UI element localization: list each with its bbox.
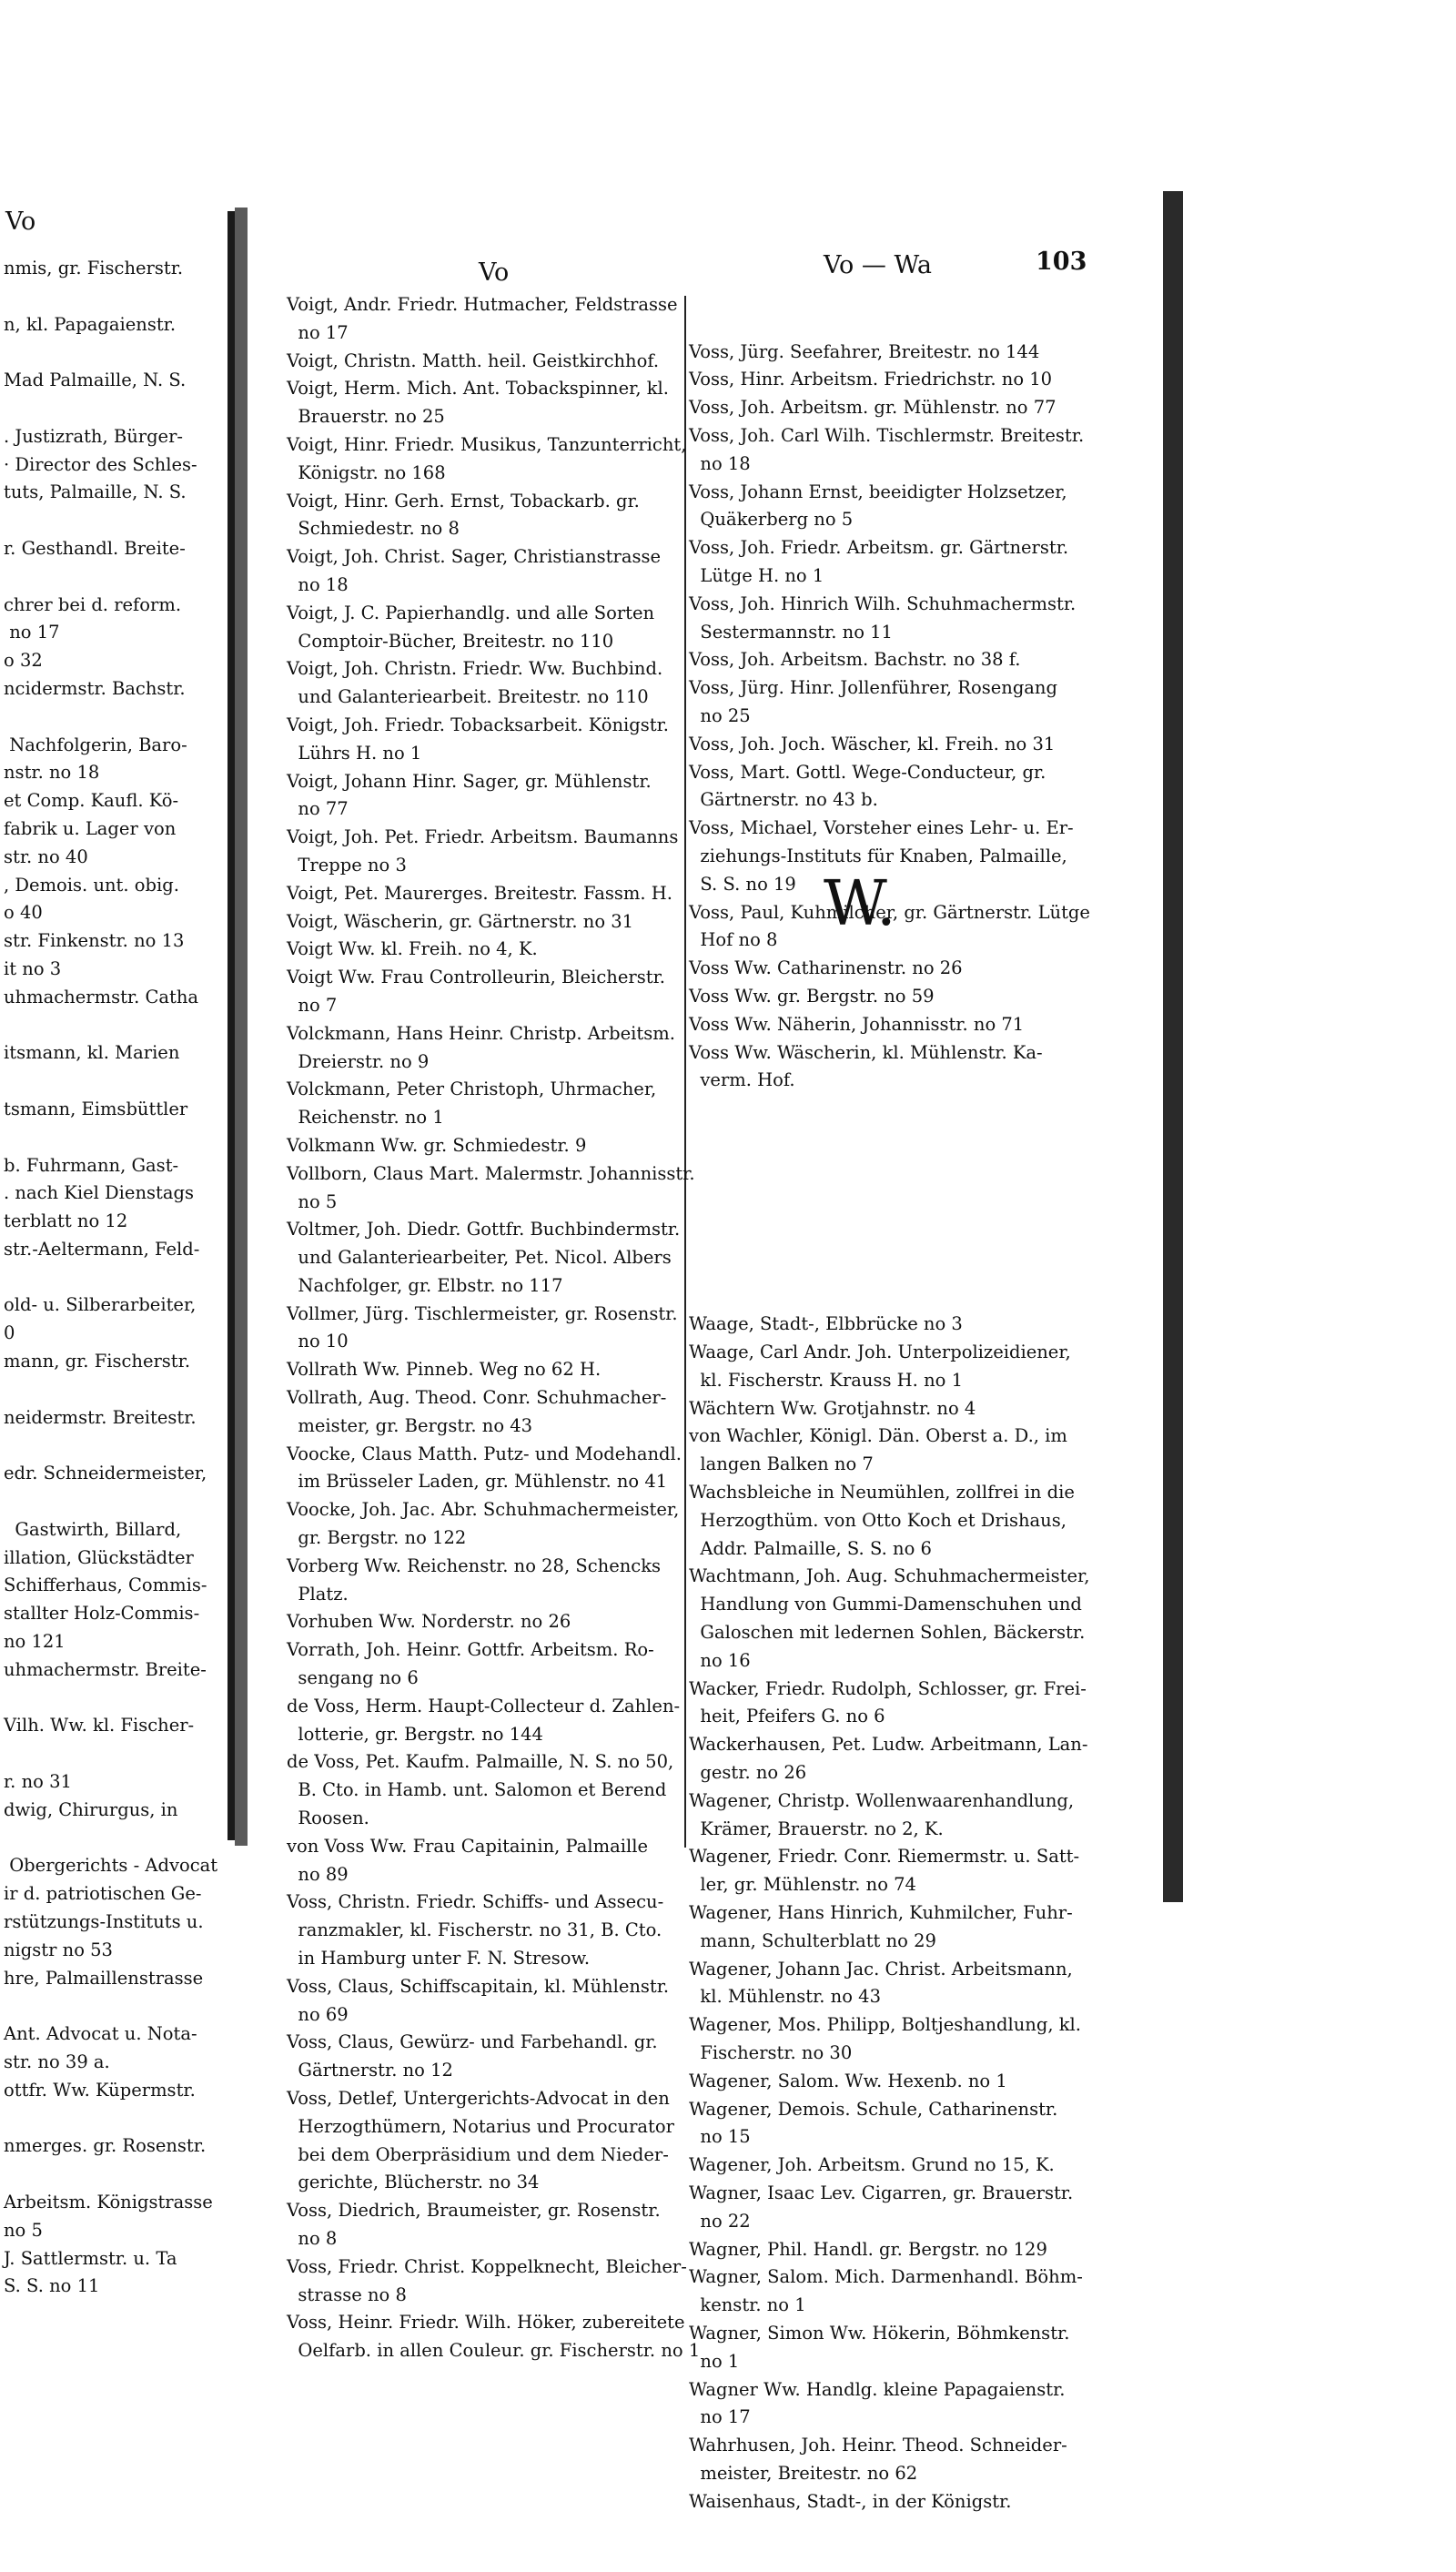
directory-entry-line: Voigt Ww. Frau Controlleurin, Bleicherstr. <box>287 967 665 988</box>
directory-line <box>4 1488 235 1516</box>
directory-line: b. Fuhrmann, Gast- <box>4 1154 179 1176</box>
directory-entry-line: Fischerstr. no 30 <box>689 2042 853 2064</box>
directory-entry-line: Krämer, Brauerstr. no 2, K. <box>689 1818 944 1839</box>
directory-entry-line: Roosen. <box>287 1807 369 1829</box>
directory-line: it no 3 <box>4 957 62 979</box>
directory-entry-line: Vorhuben Ww. Norderstr. no 26 <box>287 1611 571 1633</box>
directory-line: , Demois. unt. obig. <box>4 874 179 896</box>
directory-entry-line: Voss, Joh. Arbeitsm. Bachstr. no 38 f. <box>689 649 1021 671</box>
directory-entry-line: meister, Breitestr. no 62 <box>689 2462 918 2484</box>
directory-entry-line: Volckmann, Peter Christoph, Uhrmacher, <box>287 1078 657 1100</box>
directory-line: Nachfolgerin, Baro- <box>4 734 187 755</box>
directory-entry-line: Nachfolger, gr. Elbstr. no 117 <box>287 1274 563 1296</box>
right-column <box>689 282 1094 2572</box>
page-edge-shadow <box>1163 191 1183 1902</box>
directory-line: r. Gesthandl. Breite- <box>4 537 186 559</box>
directory-line: Schifferhaus, Commis- <box>4 1575 207 1596</box>
directory-entry-line: Wachtmann, Joh. Aug. Schuhmachermeister, <box>689 1565 1090 1587</box>
directory-entry-line: Voss, Johann Ernst, beeidigter Holzsetzer, <box>689 481 1067 502</box>
directory-entry-line: Voss, Detlef, Untergerichts-Advocat in den <box>287 2088 670 2109</box>
directory-line: n, kl. Papagaienstr. <box>4 313 177 335</box>
directory-entry-line: Königstr. no 168 <box>287 461 446 483</box>
directory-line: old- u. Silberarbeiter, <box>4 1294 197 1316</box>
directory-entry-line: Voigt, Hinr. Friedr. Musikus, Tanzunterricht, <box>287 433 687 455</box>
directory-entry-line: Voss, Mart. Gottl. Wege-Conducteur, gr. <box>689 761 1046 783</box>
directory-entry-line: no 69 <box>287 2003 349 2025</box>
directory-line <box>4 1432 235 1460</box>
directory-entry-line: no 77 <box>287 798 349 820</box>
section-gap <box>689 1151 1094 1255</box>
directory-entry-line: Wacker, Friedr. Rudolph, Schlosser, gr. Frei- <box>689 1677 1087 1699</box>
left-page-edge <box>228 211 235 1840</box>
directory-line: 0 <box>4 1322 15 1344</box>
running-header-center: Vo — Wa <box>824 251 932 279</box>
directory-entry-line: Voigt, Wäscherin, gr. Gärtnerstr. no 31 <box>287 910 634 932</box>
directory-entry-line: und Galanteriearbeiter, Pet. Nicol. Albers <box>287 1247 672 1269</box>
directory-entry-line: Wachsbleiche in Neumühlen, zollfrei in die <box>689 1482 1075 1504</box>
directory-line: chrer bei d. reform. <box>4 593 182 615</box>
directory-entry-line: kl. Mühlenstr. no 43 <box>689 1986 881 2008</box>
directory-line <box>4 1012 235 1040</box>
directory-line: mann, gr. Fischerstr. <box>4 1351 191 1372</box>
directory-entry-line: Handlung von Gummi-Damenschuhen und <box>689 1594 1082 1615</box>
directory-entry-line: Voss, Paul, Kuhmilcher, gr. Gärtnerstr. Lütge <box>689 901 1090 923</box>
directory-entry-line: Voocke, Claus Matth. Putz- und Modehandl. <box>287 1443 682 1464</box>
directory-line: . Justizrath, Bürger- <box>4 425 184 447</box>
directory-entry-line: Voigt, Johann Hinr. Sager, gr. Mühlenstr. <box>287 770 652 792</box>
directory-line <box>4 1124 235 1152</box>
directory-entry-line: Herzogthüm. von Otto Koch et Drishaus, <box>689 1509 1067 1531</box>
directory-line: nmerges. gr. Rosenstr. <box>4 2135 207 2157</box>
directory-entry-line: Wagner, Phil. Handl. gr. Bergstr. no 129 <box>689 2238 1047 2260</box>
directory-entry-line: no 17 <box>287 321 349 343</box>
directory-entry-line: Voigt, Pet. Maurerges. Breitestr. Fassm. H. <box>287 882 672 904</box>
directory-entry-line: ziehungs-Instituts für Knaben, Palmaille, <box>689 845 1067 866</box>
directory-entry-line: Volckmann, Hans Heinr. Christp. Arbeitsm. <box>287 1022 675 1044</box>
directory-entry-line: Reichenstr. no 1 <box>287 1107 444 1129</box>
directory-line <box>4 1740 235 1768</box>
directory-entry-line: Voigt, Christn. Matth. heil. Geistkirchhof. <box>287 349 660 371</box>
directory-entry-line: langen Balken no 7 <box>689 1453 874 1475</box>
running-header-left: Vo <box>479 258 510 287</box>
directory-entry-line: no 5 <box>287 1190 338 1212</box>
directory-entry-line: Voigt, J. C. Papierhandlg. und alle Sorten <box>287 602 655 623</box>
directory-line: nmis, gr. Fischerstr. <box>4 258 184 278</box>
directory-entry-line: mann, Schulterblatt no 29 <box>689 1929 936 1951</box>
directory-entry-line: Galoschen mit ledernen Sohlen, Bäckerstr. <box>689 1622 1086 1644</box>
directory-entry-line: no 18 <box>287 573 349 595</box>
directory-entry-line: Hof no 8 <box>689 929 778 951</box>
directory-entry-line: im Brüsseler Laden, gr. Mühlenstr. no 41 <box>287 1471 668 1493</box>
directory-line: J. Sattlermstr. u. Ta <box>4 2247 177 2269</box>
directory-entry-line: Schmiedestr. no 8 <box>287 518 460 540</box>
directory-entry-line: Voigt, Joh. Christn. Friedr. Ww. Buchbind. <box>287 658 663 680</box>
directory-line: no 5 <box>4 2219 43 2241</box>
directory-entry-line: Voss Ww. gr. Bergstr. no 59 <box>689 985 935 1007</box>
directory-entry-line: heit, Pfeifers G. no 6 <box>689 1706 885 1727</box>
directory-line <box>4 563 235 592</box>
directory-entry-line: no 25 <box>689 704 751 726</box>
directory-entry-line: Voocke, Joh. Jac. Abr. Schuhmachermeister, <box>287 1499 680 1521</box>
directory-entry-line: Wagener, Mos. Philipp, Boltjeshandlung, kl. <box>689 2014 1081 2036</box>
directory-entry-line: Voltmer, Joh. Diedr. Gottfr. Buchbindermstr. <box>287 1219 681 1240</box>
directory-line: Gastwirth, Billard, <box>4 1518 182 1540</box>
directory-entry-line: verm. Hof. <box>689 1069 795 1091</box>
directory-entry-line: Dreierstr. no 9 <box>287 1050 430 1072</box>
directory-line: Arbeitsm. Königstrasse <box>4 2191 213 2213</box>
directory-entry-line: meister, gr. Bergstr. no 43 <box>287 1414 533 1436</box>
directory-entry-line: Voigt, Hinr. Gerh. Ernst, Tobackarb. gr. <box>287 490 640 511</box>
directory-line: no 121 <box>4 1631 66 1653</box>
directory-line <box>4 283 235 311</box>
directory-entry-line: Vollrath Ww. Pinneb. Weg no 62 H. <box>287 1359 602 1381</box>
directory-entry-line: von Wachler, Königl. Dän. Oberst a. D., im <box>689 1425 1067 1447</box>
directory-line: S. S. no 11 <box>4 2275 100 2297</box>
directory-line: illation, Glückstädter <box>4 1546 194 1568</box>
directory-line <box>4 1068 235 1096</box>
directory-line: itsmann, kl. Marien <box>4 1042 180 1064</box>
directory-entry-line: Wackerhausen, Pet. Ludw. Arbeitmann, Lan- <box>689 1734 1088 1756</box>
directory-entry-line: Sestermannstr. no 11 <box>689 621 893 643</box>
directory-line: Mad Palmaille, N. S. <box>4 370 187 391</box>
directory-entry-line: no 22 <box>689 2210 751 2232</box>
directory-line: uhmachermstr. Breite- <box>4 1658 207 1680</box>
directory-line: no 17 <box>4 622 60 643</box>
directory-line: . nach Kiel Dienstags <box>4 1182 194 1204</box>
directory-entry-line: Gärtnerstr. no 43 b. <box>689 789 878 811</box>
directory-entry-line: no 17 <box>689 2406 751 2428</box>
right-column-vo-entries <box>689 339 1094 1096</box>
left-page-header: Vo <box>5 208 36 236</box>
directory-line <box>4 1264 235 1292</box>
directory-line: str. no 40 <box>4 846 88 867</box>
right-column-wa-entries <box>689 1311 1094 2516</box>
directory-entry-line: de Voss, Herm. Haupt-Collecteur d. Zahlen- <box>287 1695 681 1716</box>
directory-entry-line: Voss, Joh. Carl Wilh. Tischlermstr. Breitestr. <box>689 424 1085 446</box>
directory-entry-line: Wagener, Salom. Ww. Hexenb. no 1 <box>689 2070 1007 2091</box>
directory-line: ottfr. Ww. Küpermstr. <box>4 2079 196 2101</box>
directory-line: dwig, Chirurgus, in <box>4 1798 178 1820</box>
directory-entry-line: Voss, Friedr. Christ. Koppelknecht, Bleicher- <box>287 2255 687 2277</box>
directory-entry-line: Lührs H. no 1 <box>287 742 422 764</box>
directory-line: str.-Aeltermann, Feld- <box>4 1238 200 1260</box>
directory-line: et Comp. Kaufl. Kö- <box>4 790 179 812</box>
directory-line: rstützungs-Instituts u. <box>4 1911 204 1933</box>
directory-entry-line: Comptoir-Bücher, Breitestr. no 110 <box>287 630 614 652</box>
directory-line <box>4 1992 235 2020</box>
directory-entry-line: Wagner, Simon Ww. Hökerin, Böhmkenstr. <box>689 2322 1070 2344</box>
directory-line <box>4 1376 235 1404</box>
directory-entry-line: gerichte, Blücherstr. no 34 <box>287 2172 540 2193</box>
directory-entry-line: no 15 <box>689 2126 751 2148</box>
directory-entry-line: no 89 <box>287 1863 349 1885</box>
directory-entry-line: Wagner Ww. Handlg. kleine Papagaienstr. <box>689 2378 1066 2400</box>
book-gutter <box>235 208 248 1846</box>
directory-entry-line: Voss Ww. Wäscherin, kl. Mühlenstr. Ka- <box>689 1041 1043 1063</box>
directory-line: tuts, Palmaille, N. S. <box>4 481 187 503</box>
directory-entry-line: S. S. no 19 <box>689 873 796 895</box>
directory-entry-line: gestr. no 26 <box>689 1762 807 1784</box>
directory-line: nstr. no 18 <box>4 762 100 784</box>
directory-entry-line: Voss, Claus, Gewürz- und Farbehandl. gr. <box>287 2031 658 2053</box>
directory-entry-line: Wahrhusen, Joh. Heinr. Theod. Schneider- <box>689 2435 1067 2456</box>
directory-entry-line: Addr. Palmaille, S. S. no 6 <box>689 1537 932 1559</box>
directory-entry-line: Voss Ww. Catharinenstr. no 26 <box>689 957 963 979</box>
directory-entry-line: Voigt, Andr. Friedr. Hutmacher, Feldstrasse <box>287 294 678 315</box>
directory-entry-line: Waisenhaus, Stadt-, in der Königstr. <box>689 2490 1012 2512</box>
directory-entry-line: Voss, Joh. Friedr. Arbeitsm. gr. Gärtnerstr. <box>689 537 1069 559</box>
directory-entry-line: Vollrath, Aug. Theod. Conr. Schuhmacher- <box>287 1387 667 1409</box>
directory-entry-line: Vollmer, Jürg. Tischlermeister, gr. Rosenstr. <box>287 1302 678 1324</box>
directory-line: stallter Holz-Commis- <box>4 1603 200 1625</box>
directory-entry-line: Voigt, Joh. Christ. Sager, Christianstrasse <box>287 546 662 568</box>
directory-entry-line: Waage, Carl Andr. Joh. Unterpolizeidiener, <box>689 1342 1071 1363</box>
directory-entry-line: Voigt, Herm. Mich. Ant. Tobackspinner, kl. <box>287 378 669 400</box>
directory-entry-line: B. Cto. in Hamb. unt. Salomon et Berend <box>287 1779 667 1801</box>
directory-entry-line: strasse no 8 <box>287 2283 407 2305</box>
directory-entry-line: Voss Ww. Näherin, Johannisstr. no 71 <box>689 1013 1025 1035</box>
directory-entry-line: Wagener, Johann Jac. Christ. Arbeitsmann, <box>689 1958 1073 1980</box>
directory-line: ncidermstr. Bachstr. <box>4 677 186 699</box>
directory-entry-line: Voss, Hinr. Arbeitsm. Friedrichstr. no 10 <box>689 369 1053 390</box>
left-page-fragment <box>0 208 235 2297</box>
directory-line <box>4 2105 235 2133</box>
left-page-column <box>4 255 235 2301</box>
directory-line: neidermstr. Breitestr. <box>4 1406 197 1428</box>
directory-entry-line: bei dem Oberpräsidium und dem Nieder- <box>287 2143 669 2165</box>
directory-line: fabrik u. Lager von <box>4 817 177 839</box>
directory-entry-line: Vollborn, Claus Mart. Malermstr. Johannisstr. <box>287 1162 695 1184</box>
directory-entry-line: Voss, Heinr. Friedr. Wilh. Höker, zubereitete <box>287 2312 685 2334</box>
directory-line: terblatt no 12 <box>4 1210 128 1232</box>
directory-line: edr. Schneidermeister, <box>4 1463 207 1484</box>
directory-line: Ant. Advocat u. Nota- <box>4 2023 197 2045</box>
directory-entry-line: kl. Fischerstr. Krauss H. no 1 <box>689 1369 963 1391</box>
directory-entry-line: Voss, Claus, Schiffscapitain, kl. Mühlenstr. <box>287 1975 670 1997</box>
directory-entry-line: Quäkerberg no 5 <box>689 509 854 531</box>
directory-line <box>4 395 235 423</box>
directory-entry-line: no 7 <box>287 994 338 1016</box>
directory-entry-line: Platz. <box>287 1583 349 1605</box>
directory-entry-line: Brauerstr. no 25 <box>287 406 445 428</box>
directory-entry-line: ranzmakler, kl. Fischerstr. no 31, B. Cto. <box>287 1919 662 1941</box>
directory-line <box>4 1685 235 1713</box>
directory-line <box>4 507 235 535</box>
directory-entry-line: von Voss Ww. Frau Capitainin, Palmaille <box>287 1835 648 1857</box>
directory-entry-line: Gärtnerstr. no 12 <box>287 2060 453 2081</box>
directory-entry-line: Wächtern Ww. Grotjahnstr. no 4 <box>689 1397 976 1419</box>
directory-entry-line: Voss, Joh. Joch. Wäscher, kl. Freih. no 31 <box>689 733 1056 754</box>
directory-entry-line: de Voss, Pet. Kaufm. Palmaille, N. S. no 50, <box>287 1751 674 1773</box>
directory-entry-line: Wagner, Salom. Mich. Darmenhandl. Böhm- <box>689 2266 1083 2288</box>
directory-entry-line: Voss, Michael, Vorsteher eines Lehr- u. Er- <box>689 817 1074 839</box>
directory-entry-line: Voss, Jürg. Seefahrer, Breitestr. no 144 <box>689 340 1040 362</box>
page-number: 103 <box>1036 248 1087 276</box>
directory-line: o 32 <box>4 650 43 672</box>
directory-entry-line: Herzogthümern, Notarius und Procurator <box>287 2115 674 2137</box>
directory-entry-line: Voss, Christn. Friedr. Schiffs- und Assecu- <box>287 1891 664 1913</box>
directory-entry-line: lotterie, gr. Bergstr. no 144 <box>287 1723 543 1745</box>
directory-line: hre, Palmaillenstrasse <box>4 1967 204 1989</box>
directory-line: o 40 <box>4 902 43 924</box>
directory-entry-line: no 16 <box>689 1649 751 1671</box>
directory-entry-line: Voss, Diedrich, Braumeister, gr. Rosenstr. <box>287 2200 661 2222</box>
directory-line: Vilh. Ww. kl. Fischer- <box>4 1715 195 1737</box>
directory-line: r. no 31 <box>4 1771 72 1793</box>
directory-entry-line: no 10 <box>287 1331 349 1352</box>
directory-entry-line: Wagener, Demois. Schule, Catharinenstr. <box>689 2098 1058 2120</box>
directory-entry-line: Wagener, Hans Hinrich, Kuhmilcher, Fuhr- <box>689 1902 1073 1924</box>
directory-entry-line: Lütge H. no 1 <box>689 564 824 586</box>
directory-line: uhmachermstr. Catha <box>4 986 199 1008</box>
directory-line <box>4 339 235 367</box>
directory-entry-line: Waage, Stadt-, Elbbrücke no 3 <box>689 1313 963 1335</box>
directory-line <box>4 704 235 732</box>
directory-entry-line: Treppe no 3 <box>287 854 407 876</box>
directory-entry-line: Voss, Joh. Hinrich Wilh. Schuhmachermstr. <box>689 592 1077 614</box>
directory-entry-line: Wagener, Friedr. Conr. Riemermstr. u. Satt- <box>689 1846 1080 1868</box>
directory-entry-line: sengang no 6 <box>287 1667 419 1689</box>
directory-entry-line: in Hamburg unter F. N. Stresow. <box>287 1948 591 1970</box>
directory-entry-line: kenstr. no 1 <box>689 2294 806 2316</box>
directory-entry-line: no 1 <box>689 2350 740 2372</box>
section-letter: W. <box>824 868 896 940</box>
directory-entry-line: gr. Bergstr. no 122 <box>287 1527 467 1549</box>
directory-line: · Director des Schles- <box>4 453 197 475</box>
directory-entry-line: Voigt, Joh. Pet. Friedr. Arbeitsm. Baumanns <box>287 826 679 848</box>
directory-entry-line: Volkmann Ww. gr. Schmiedestr. 9 <box>287 1134 587 1156</box>
directory-line: nigstr no 53 <box>4 1939 113 1960</box>
directory-entry-line: Oelfarb. in allen Couleur. gr. Fischerstr. no 1 <box>287 2340 701 2362</box>
directory-line <box>4 2161 235 2189</box>
directory-entry-line: Voss, Joh. Arbeitsm. gr. Mühlenstr. no 77 <box>689 397 1057 419</box>
directory-entry-line: und Galanteriearbeit. Breitestr. no 110 <box>287 686 649 708</box>
directory-entry-line: Wagner, Isaac Lev. Cigarren, gr. Brauerstr. <box>689 2182 1074 2203</box>
directory-line: tsmann, Eimsbüttler <box>4 1098 188 1119</box>
middle-column <box>287 291 701 2365</box>
directory-entry-line: Wagener, Joh. Arbeitsm. Grund no 15, K. <box>689 2154 1055 2176</box>
directory-entry-line: Voss, Jürg. Hinr. Jollenführer, Rosengang <box>689 677 1057 699</box>
directory-line <box>4 1825 235 1853</box>
directory-entry-line: no 18 <box>689 452 751 474</box>
directory-line: str. Finkenstr. no 13 <box>4 930 185 952</box>
directory-entry-line: no 8 <box>287 2227 338 2249</box>
directory-line: Obergerichts - Advocat <box>4 1855 218 1877</box>
directory-line: str. no 39 a. <box>4 2051 110 2072</box>
directory-entry-line: Vorberg Ww. Reichenstr. no 28, Schencks <box>287 1554 662 1576</box>
directory-line: ir d. patriotischen Ge- <box>4 1883 202 1905</box>
directory-entry-line: Voigt, Joh. Friedr. Tobacksarbeit. Königstr. <box>287 714 669 735</box>
directory-entry-line: Vorrath, Joh. Heinr. Gottfr. Arbeitsm. Ro- <box>287 1639 654 1661</box>
directory-entry-line: Voigt Ww. kl. Freih. no 4, K. <box>287 938 538 960</box>
directory-entry-line: ler, gr. Mühlenstr. no 74 <box>689 1874 916 1896</box>
directory-entry-line: Wagener, Christp. Wollenwaarenhandlung, <box>689 1789 1075 1811</box>
